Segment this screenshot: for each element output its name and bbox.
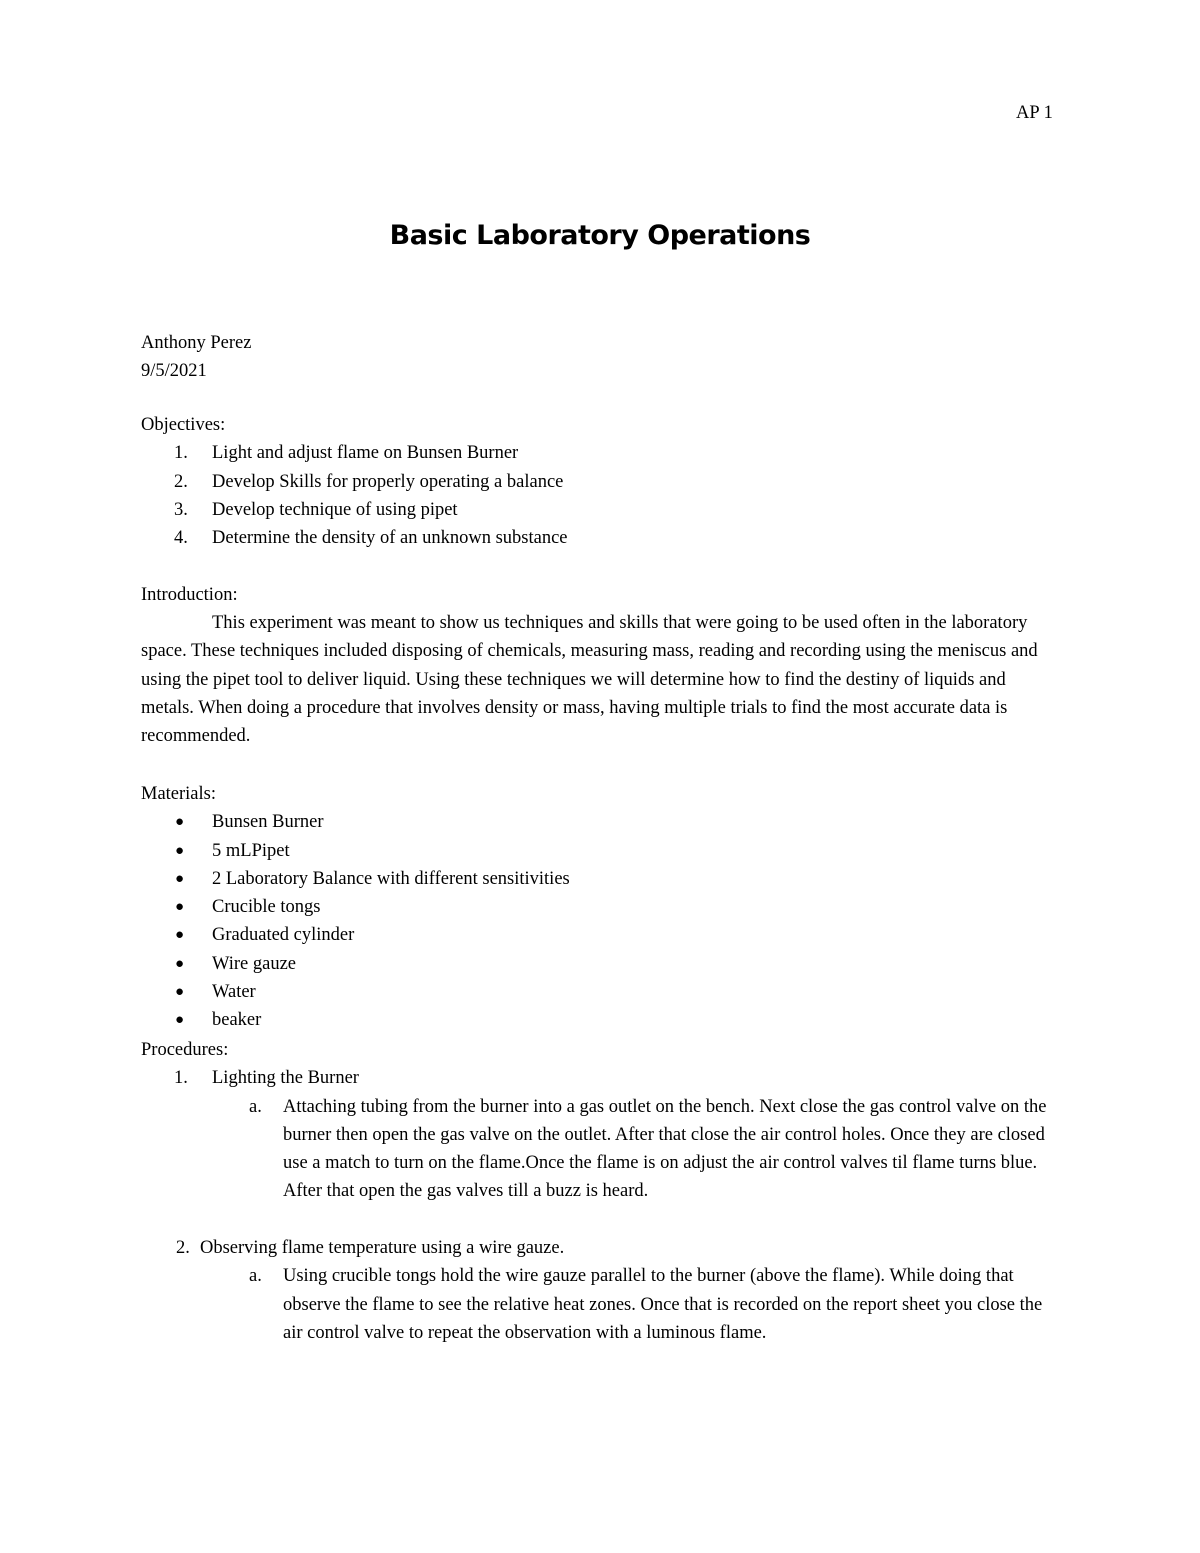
procedure-substep — [141, 1093, 1061, 1235]
substep-letter: a. — [249, 1266, 262, 1287]
procedure-number: 1. — [174, 1068, 188, 1089]
procedure-number: 2. — [176, 1238, 190, 1259]
bullet-icon: ● — [175, 814, 185, 831]
procedure-substep — [141, 1262, 1061, 1375]
procedure-title: Observing flame temperature using a wire gauze. — [200, 1238, 565, 1259]
objective-number: 1. — [174, 443, 188, 464]
substep-text: Attaching tubing from the burner into a gas outlet on the bench. Next close the gas control valve on the burner then open the gas valve on the outlet. After that close the air control holes. Once they are closed use a match to turn on the flame.Once the flame is on adjust the air control valves til flame turns blue. After that open the gas valves till a buzz is heard. — [283, 1096, 1047, 1202]
materials-heading: Materials: — [141, 784, 217, 804]
bullet-icon: ● — [175, 927, 185, 944]
material-text: Bunsen Burner — [212, 812, 324, 833]
report-date: 9/5/2021 — [141, 361, 207, 382]
substep-letter: a. — [249, 1096, 262, 1117]
introduction-section — [141, 581, 1061, 609]
objective-item — [141, 439, 1061, 467]
material-item — [141, 893, 1061, 921]
material-text: 5 mLPipet — [212, 840, 290, 861]
material-item — [141, 921, 1061, 949]
author-block — [141, 329, 1061, 386]
procedure-title: Lighting the Burner — [212, 1068, 359, 1089]
objective-text: Light and adjust flame on Bunsen Burner — [212, 443, 519, 464]
introduction-paragraph: This experiment was meant to show us techniques and skills that were going to be used often in the laboratory space. These techniques included disposing of chemicals, measuring mass, reading and recording using the meniscus and using the pipet tool to deliver liquid. Using these techniques we will determine how to find the destiny of liquids and metals. When doing a procedure that involves density or mass, having multiple trials to find the most accurate data is recommended. — [141, 613, 1038, 747]
introduction-body — [141, 609, 1061, 750]
procedures-section — [141, 1036, 1061, 1376]
bullet-icon: ● — [175, 842, 185, 859]
document-title: Basic Laboratory Operations — [389, 220, 811, 251]
page-header-label: AP 1 — [1016, 103, 1053, 123]
procedures-heading: Procedures: — [141, 1040, 229, 1060]
bullet-icon: ● — [175, 870, 185, 887]
objective-item — [141, 524, 1061, 552]
procedure-step — [141, 1064, 1061, 1092]
objective-item — [141, 468, 1061, 496]
objective-number: 4. — [174, 528, 188, 549]
material-item — [141, 808, 1061, 836]
material-text: Crucible tongs — [212, 897, 321, 918]
bullet-icon: ● — [175, 955, 185, 972]
procedure-step — [141, 1234, 1061, 1262]
introduction-heading: Introduction: — [141, 585, 238, 605]
material-text: Water — [212, 982, 256, 1003]
bullet-icon: ● — [175, 1012, 185, 1029]
substep-text: Using crucible tongs hold the wire gauze parallel to the burner (above the flame). While doing that observe the flame to see the relative heat zones. Once that is recorded on the report sheet you close the air control valve to repeat the observation with a luminous flame. — [283, 1266, 1043, 1343]
material-item — [141, 950, 1061, 978]
material-text: Wire gauze — [212, 953, 296, 974]
materials-section — [141, 780, 1061, 1035]
bullet-icon: ● — [175, 899, 185, 916]
objective-item — [141, 496, 1061, 524]
objective-text: Develop technique of using pipet — [212, 499, 458, 520]
material-text: 2 Laboratory Balance with different sensitivities — [212, 868, 570, 889]
material-item — [141, 1006, 1061, 1034]
material-item — [141, 978, 1061, 1006]
material-item — [141, 837, 1061, 865]
material-text: Graduated cylinder — [212, 925, 355, 946]
objectives-heading: Objectives: — [141, 415, 226, 435]
objectives-section — [141, 411, 1061, 552]
objective-number: 2. — [174, 471, 188, 492]
objective-number: 3. — [174, 499, 188, 520]
bullet-icon: ● — [175, 984, 185, 1001]
material-item — [141, 865, 1061, 893]
author-name: Anthony Perez — [141, 333, 252, 353]
objective-text: Determine the density of an unknown substance — [212, 528, 568, 549]
material-text: beaker — [212, 1010, 262, 1031]
objective-text: Develop Skills for properly operating a balance — [212, 471, 564, 492]
